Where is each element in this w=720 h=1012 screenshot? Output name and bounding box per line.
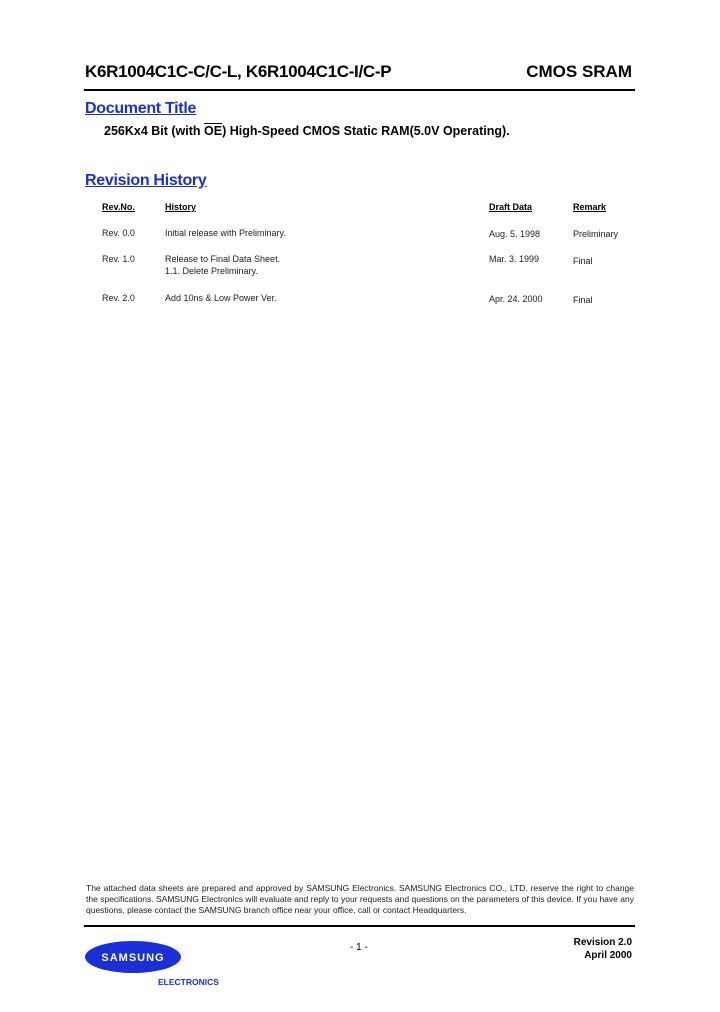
row-2-history-line-1: Add 10ns & Low Power Ver. (165, 293, 277, 303)
revision-info (574, 936, 632, 962)
row-0-history-line-1: Initial release with Preliminary. (165, 228, 286, 238)
electronics-label: ELECTRONICS (158, 977, 219, 987)
subtitle-suffix: ) High-Speed CMOS Static RAM(5.0V Operating). (222, 124, 510, 138)
document-subtitle (104, 124, 510, 138)
row-0-rev: Rev. 0.0 (102, 228, 135, 238)
row-1-history-line-1: Release to Final Data Sheet. (165, 254, 281, 264)
page-number: - 1 - (350, 942, 368, 953)
document-title-heading: Document Title (85, 100, 197, 117)
revision-history-heading: Revision History (85, 172, 207, 189)
legal-notice: The attached data sheets are prepared and approved by SAMSUNG Electronics. SAMSUNG Electronics CO., LTD. reserve the right to change the specifications. SAMSUNG Electronics will evaluate and reply to your requests and questions on the parameters of this device. If you have any questions, please contact the SAMSUNG branch office near your office, call or contact Headquarters. (86, 883, 634, 915)
row-1-remark: Final (573, 256, 593, 266)
subtitle-oe: $\overline{OE}$ (204, 124, 223, 138)
row-1-rev: Rev. 1.0 (102, 254, 135, 264)
row-2-date: Apr. 24. 2000 (489, 294, 543, 304)
row-1-date: Mar. 3. 1999 (489, 254, 540, 264)
col-header-remark: Remark (573, 202, 607, 212)
header-divider (84, 89, 635, 91)
col-header-history: History (165, 202, 197, 212)
row-2-rev: Rev. 2.0 (102, 293, 135, 303)
logo-text: SAMSUNG (101, 952, 165, 964)
footer-divider (84, 925, 635, 927)
row-0-remark: Preliminary (573, 229, 619, 239)
col-header-rev: Rev.No. (102, 202, 135, 212)
samsung-logo (84, 940, 182, 974)
row-2-remark: Final (573, 295, 593, 305)
revision-date: April 2000 (584, 950, 632, 961)
part-number: K6R1004C1C-C/C-L, K6R1004C1C-I/C-P (85, 62, 392, 81)
revision-number: Revision 2.0 (573, 937, 632, 948)
row-1-history-line-2: 1.1. Delete Preliminary. (165, 266, 258, 276)
col-header-date: Draft Data (489, 202, 533, 212)
subtitle-prefix: 256Kx4 Bit (with (104, 124, 205, 138)
product-family: CMOS SRAM (526, 62, 632, 81)
row-0-date: Aug. 5. 1998 (489, 229, 541, 239)
